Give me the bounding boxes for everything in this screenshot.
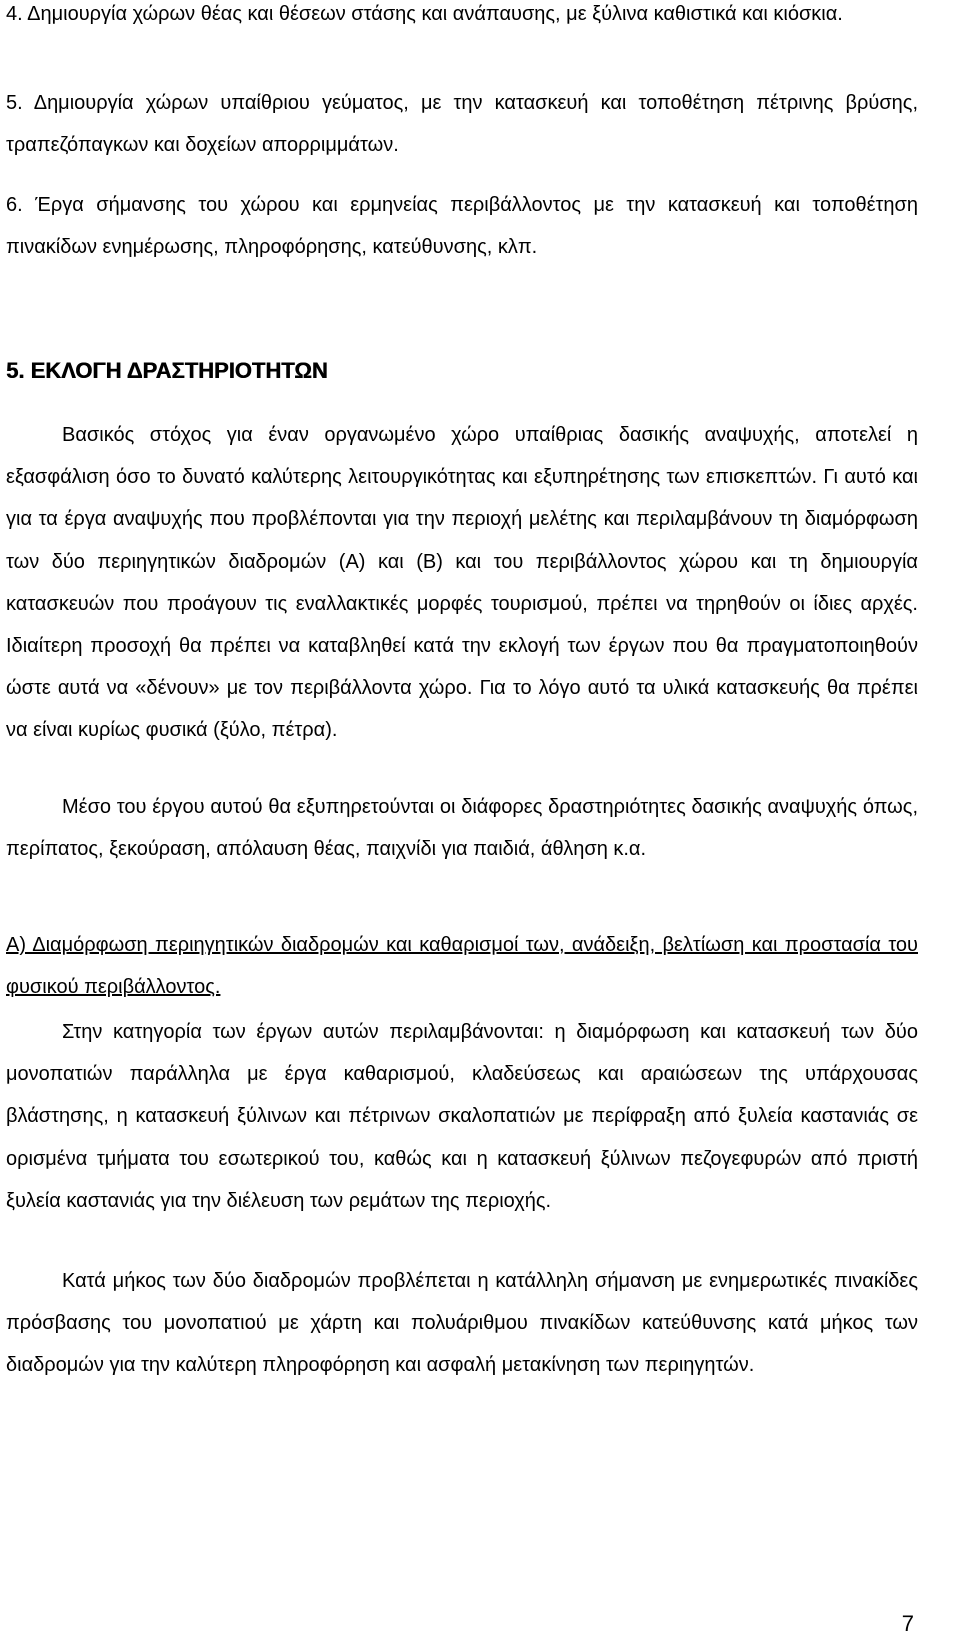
list-item-4 bbox=[6, 0, 918, 35]
paragraph-main-goal: Βασικός στόχος για έναν οργανωμένο χώρο υπαίθριας δασικής αναψυχής, αποτελεί η εξασφάλιση όσο το δυνατό καλύτερης λειτουργικότητας και εξυπηρέτησης των επισκεπτών. Γι αυτό και για τα έργα αναψυχής που προβλέπονται για την περιοχή μελέτης και περιλαμβάνουν τη διαμόρφωση των δύο περιηγητικών διαδρομών (Α) και (Β) και του περιβάλλοντος χώρου και τη δημιουργία κατασκευών που προάγουν τις εναλλακτικές μορφές τουρισμού, πρέπει να τηρηθούν οι ίδιες αρχές. Ιδιαίτερη προσοχή θα πρέπει να καταβληθεί κατά την εκλογή των έργων που θα πραγματοποιηθούν ώστε αυτά να «δένουν» με τον περιβάλλοντα χώρο. Για το λόγο αυτό τα υλικά κατασκευής θα πρέπει να είναι κυρίως φυσικά (ξύλο, πέτρα). bbox=[6, 424, 918, 742]
document-page bbox=[6, 0, 918, 1643]
paragraph-activities: Μέσο του έργου αυτού θα εξυπηρετούνται οι διάφορες δραστηριότητες δασικής αναψυχής όπως, περίπατος, ξεκούραση, απόλαυση θέας, παιχνίδι για παιδιά, άθληση κ.α. bbox=[6, 796, 918, 861]
list-item-number: 4. bbox=[6, 3, 23, 25]
subheading-routes: Α) Διαμόρφωση περιηγητικών διαδρομών και καθαρισμοί των, ανάδειξη, βελτίωση και προστασία του φυσικού περιβάλλοντος. bbox=[6, 934, 918, 999]
list-item-number: 6. bbox=[6, 194, 23, 216]
list-item-6 bbox=[6, 184, 918, 268]
paragraph-works: Στην κατηγορία των έργων αυτών περιλαμβάνονται: η διαμόρφωση και κατασκευή των δύο μονοπατιών παράλληλα με έργα καθαρισμού, κλαδεύσεως και αραιώσεων της υπάρχουσας βλάστησης, η κατασκευή ξύλινων και πέτρινων σκαλοπατιών με περίφραξη από ξυλεία καστανιάς σε ορισμένα τμήματα του εσωτερικού του, καθώς και η κατασκευή ξύλινων πεζογεφυρών από πριστή ξυλεία καστανιάς για την διέλευση των ρεμάτων της περιοχής. bbox=[6, 1021, 918, 1212]
section-heading: 5. ΕΚΛΟΓΗ ΔΡΑΣΤΗΡΙΟΤΗΤΩΝ bbox=[6, 358, 328, 383]
list-item-text: Δημιουργία χώρων υπαίθριου γεύματος, με την κατασκευή και τοποθέτηση πέτρινης βρύσης, τραπεζόπαγκων και δοχείων απορριμμάτων. bbox=[6, 92, 918, 157]
paragraph-signage: Κατά μήκος των δύο διαδρομών προβλέπεται η κατάλληλη σήμανση με ενημερωτικές πινακίδες πρόσβασης του μονοπατιού με χάρτη και πολυάριθμου πινακίδων κατεύθυνσης κατά μήκος των διαδρομών για την καλύτερη πληροφόρηση και ασφαλή μετακίνηση των περιηγητών. bbox=[6, 1270, 918, 1377]
list-item-5 bbox=[6, 82, 918, 166]
list-item-text: Δημιουργία χώρων θέας και θέσεων στάσης και ανάπαυσης, με ξύλινα καθιστικά και κιόσκια. bbox=[27, 3, 843, 25]
page-number: 7 bbox=[901, 1611, 914, 1636]
list-item-number: 5. bbox=[6, 92, 23, 114]
list-item-text: Έργα σήμανσης του χώρου και ερμηνείας περιβάλλοντος με την κατασκευή και τοποθέτηση πινακίδων ενημέρωσης, πληροφόρησης, κατεύθυνσης, κλπ. bbox=[6, 194, 918, 259]
